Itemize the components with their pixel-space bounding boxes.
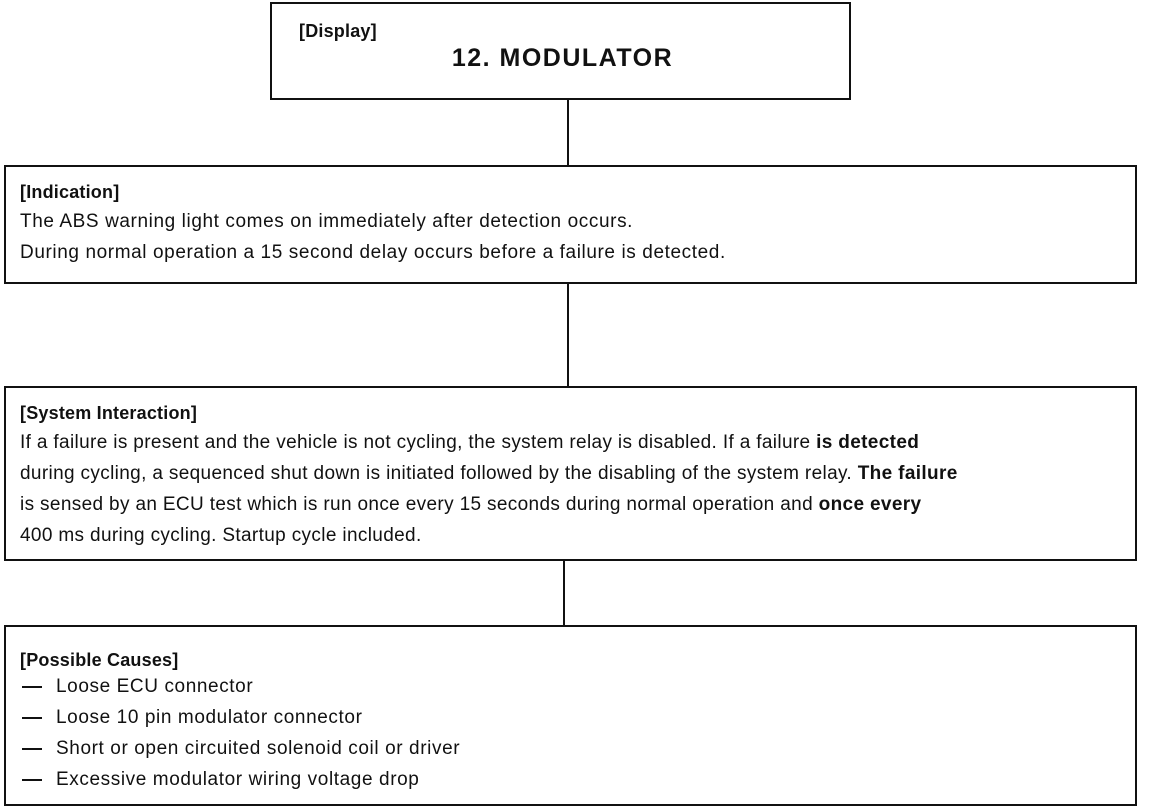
system-interaction-box xyxy=(4,386,1137,561)
system-interaction-text: If a failure is present and the vehicle is not cycling, the system relay is disabled. If a failure xyxy=(20,432,817,453)
system-interaction-text: 400 ms during cycling. Startup cycle included. xyxy=(20,525,422,546)
system-interaction-bold-text: The failure xyxy=(857,463,958,484)
connector-display-indication xyxy=(567,100,569,165)
system-interaction-line xyxy=(20,427,958,458)
system-interaction-text: is sensed by an ECU test which is run once every 15 seconds during normal operation and xyxy=(20,494,819,515)
dash-icon xyxy=(22,717,42,719)
indication-label: [Indication] xyxy=(20,182,120,202)
indication-line: During normal operation a 15 second delay occurs before a failure is detected. xyxy=(20,242,726,263)
cause-item xyxy=(20,764,460,795)
system-interaction-bold-text: once every xyxy=(818,494,922,515)
connector-indication-interaction xyxy=(567,284,569,386)
cause-item xyxy=(20,671,460,702)
indication-box xyxy=(4,165,1137,284)
cause-item-text: Loose 10 pin modulator connector xyxy=(56,707,363,728)
display-box xyxy=(270,2,851,100)
display-label: [Display] xyxy=(299,21,377,41)
system-interaction-line xyxy=(20,489,958,520)
cause-item xyxy=(20,702,460,733)
dash-icon xyxy=(22,686,42,688)
connector-interaction-causes xyxy=(563,561,565,625)
system-interaction-line xyxy=(20,458,958,489)
system-interaction-bold-text: is detected xyxy=(816,432,920,453)
dash-icon xyxy=(22,779,42,781)
display-title: 12. MODULATOR xyxy=(451,44,674,72)
possible-causes-label: [Possible Causes] xyxy=(20,650,179,670)
cause-item xyxy=(20,733,460,764)
system-interaction-text: during cycling, a sequenced shut down is initiated followed by the disabling of the system relay. xyxy=(20,463,858,484)
cause-item-text: Loose ECU connector xyxy=(56,676,254,697)
cause-item-text: Short or open circuited solenoid coil or driver xyxy=(56,738,461,759)
possible-causes-box xyxy=(4,625,1137,806)
dash-icon xyxy=(22,748,42,750)
system-interaction-label: [System Interaction] xyxy=(20,403,198,423)
cause-item-text: Excessive modulator wiring voltage drop xyxy=(56,769,420,790)
system-interaction-line xyxy=(20,520,958,551)
indication-line: The ABS warning light comes on immediately after detection occurs. xyxy=(20,211,634,232)
